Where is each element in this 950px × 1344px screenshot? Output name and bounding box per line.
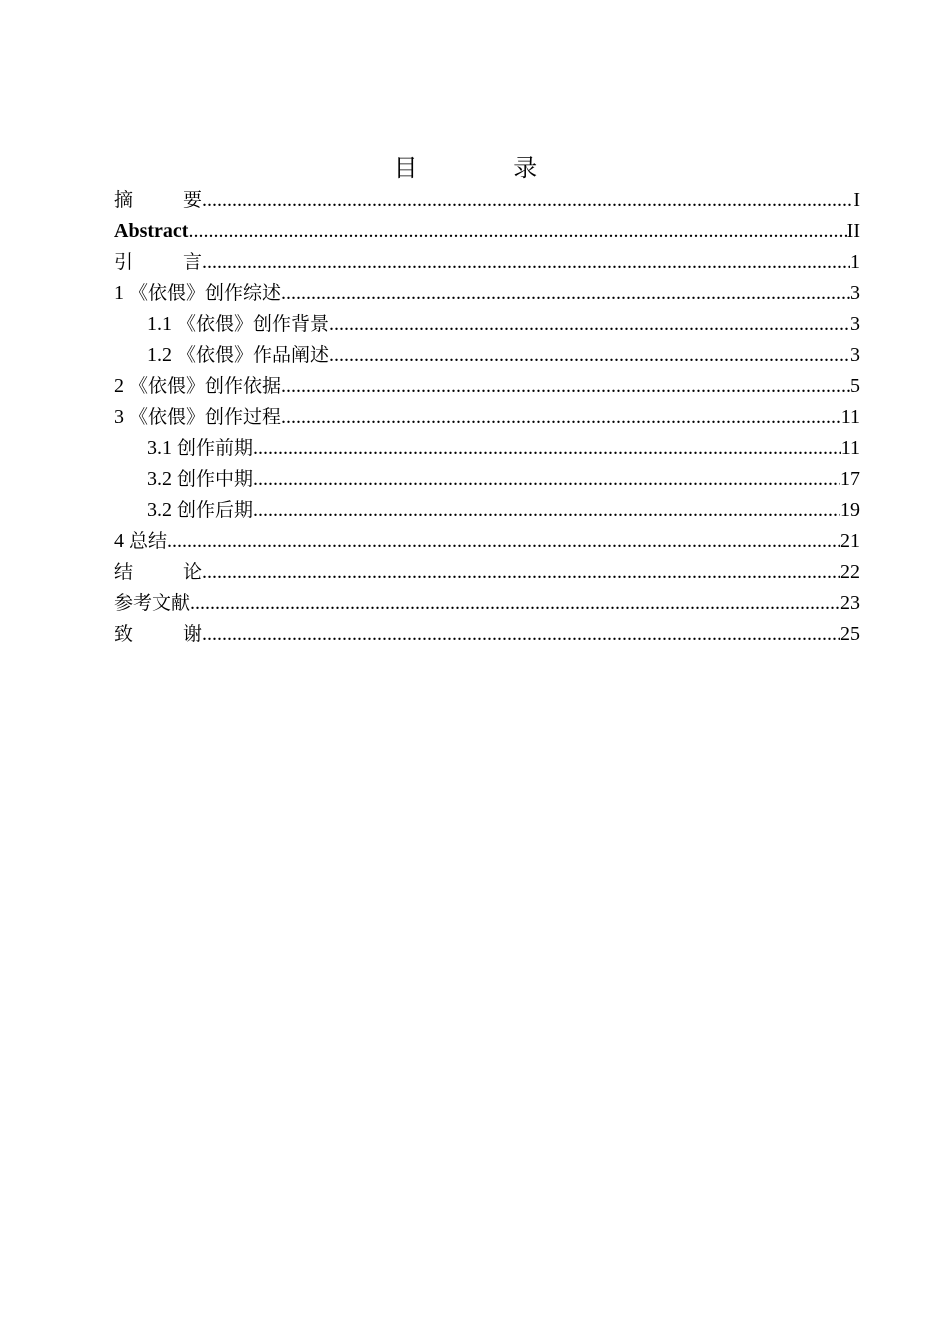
table-of-contents [114, 185, 860, 650]
toc-page-number: 1 [850, 251, 860, 273]
toc-entry-label: Abstract [114, 220, 189, 242]
toc-page-number: 17 [840, 468, 860, 490]
toc-leader-dots [253, 464, 840, 495]
toc-entry[interactable] [114, 247, 860, 278]
toc-entry-label: 参考文献 [114, 592, 191, 614]
toc-entry[interactable] [114, 402, 860, 433]
toc-leader-dots [202, 247, 850, 278]
toc-entry[interactable] [114, 185, 860, 216]
toc-leader-dots [253, 433, 841, 464]
toc-entry-label: 3 《依偎》创作过程 [114, 406, 282, 428]
toc-leader-dots [190, 588, 840, 619]
toc-title: 目 录 [393, 154, 582, 182]
toc-entry[interactable] [114, 371, 860, 402]
toc-entry[interactable] [114, 495, 860, 526]
toc-page-number: 19 [840, 499, 860, 521]
toc-entry[interactable] [114, 216, 860, 247]
toc-page-number: 5 [850, 375, 860, 397]
toc-entry-label: 2 《依偎》创作依据 [114, 375, 282, 397]
toc-entry-label: 致 谢 [114, 623, 202, 645]
toc-page-number: 22 [840, 561, 860, 583]
toc-entry-label: 结 论 [114, 561, 202, 583]
toc-leader-dots [281, 371, 850, 402]
toc-page-number: 21 [840, 530, 860, 552]
toc-leader-dots [202, 185, 853, 216]
toc-entry[interactable] [114, 309, 860, 340]
toc-page-number: 3 [850, 282, 860, 304]
toc-entry[interactable] [114, 340, 860, 371]
toc-entry[interactable] [114, 588, 860, 619]
toc-entry[interactable] [114, 619, 860, 650]
toc-leader-dots [329, 340, 850, 371]
toc-leader-dots [202, 557, 840, 588]
toc-entry-label: 摘 要 [114, 189, 202, 211]
toc-entry-label: 1.2 《依偎》作品阐述 [147, 344, 330, 366]
toc-leader-dots [329, 309, 850, 340]
toc-leader-dots [167, 526, 840, 557]
toc-leader-dots [202, 619, 840, 650]
toc-page-number: 25 [840, 623, 860, 645]
toc-page-number: II [846, 220, 860, 242]
toc-leader-dots [253, 495, 840, 526]
toc-leader-dots [281, 402, 841, 433]
toc-page-number: 3 [850, 344, 860, 366]
toc-entry-label: 引 言 [114, 251, 202, 273]
toc-leader-dots [281, 278, 850, 309]
toc-entry[interactable] [114, 433, 860, 464]
toc-entry[interactable] [114, 464, 860, 495]
toc-page-number: I [853, 189, 860, 211]
toc-entry[interactable] [114, 526, 860, 557]
toc-leader-dots [188, 216, 846, 247]
toc-page-number: 11 [840, 437, 860, 459]
toc-page-number: 23 [840, 592, 860, 614]
toc-entry-label: 4 总结 [114, 530, 168, 552]
toc-entry-label: 3.2 创作中期 [147, 468, 254, 490]
toc-page-number: 11 [840, 406, 860, 428]
toc-entry-label: 3.2 创作后期 [147, 499, 254, 521]
toc-entry-label: 1 《依偎》创作综述 [114, 282, 282, 304]
toc-entry-label: 3.1 创作前期 [147, 437, 254, 459]
toc-entry[interactable] [114, 278, 860, 309]
toc-page-number: 3 [850, 313, 860, 335]
toc-entry[interactable] [114, 557, 860, 588]
toc-entry-label: 1.1 《依偎》创作背景 [147, 313, 330, 335]
